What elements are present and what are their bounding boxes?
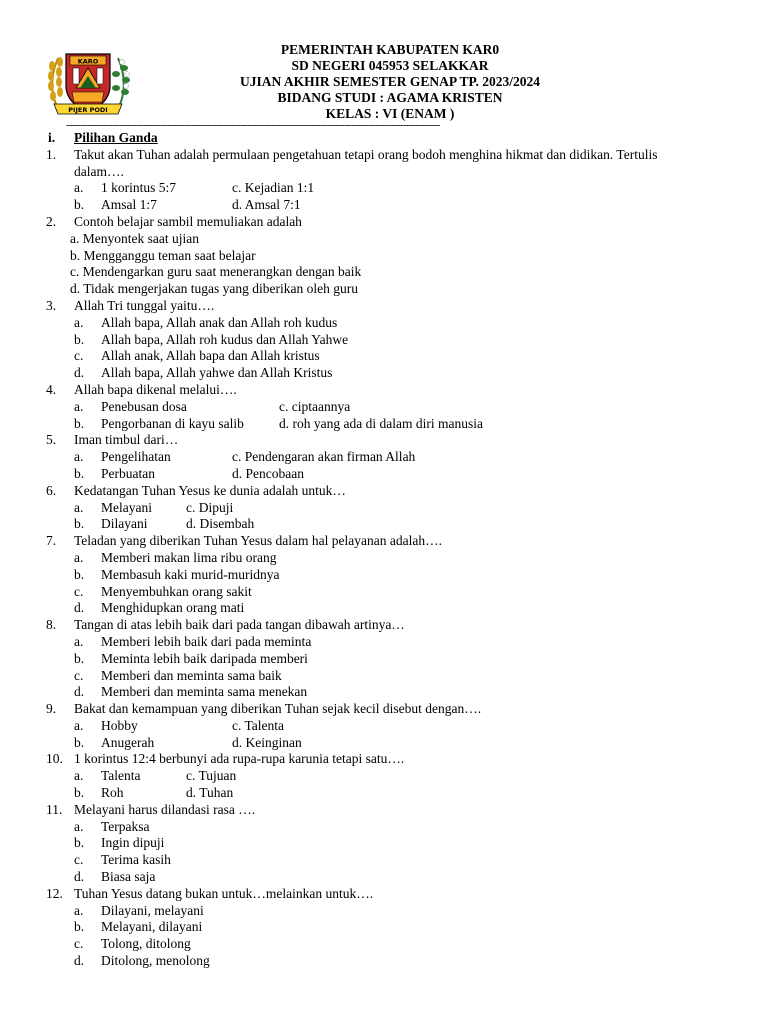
option-a: Melayani xyxy=(101,499,152,515)
option-row xyxy=(0,953,768,970)
option-row xyxy=(0,248,768,265)
school-emblem-logo xyxy=(46,46,130,120)
question-text: Allah Tri tunggal yaitu…. xyxy=(74,297,215,313)
option-a: 1 korintus 5:7 xyxy=(101,180,177,196)
option-letter: d. xyxy=(74,365,85,381)
option-row xyxy=(0,449,768,466)
option-letter: b. xyxy=(74,331,85,347)
document-header xyxy=(130,42,650,122)
option-row xyxy=(0,718,768,735)
option-b: Membasuh kaki murid-muridnya xyxy=(101,566,280,582)
question-number: 1. xyxy=(46,146,57,162)
option-row xyxy=(0,500,768,517)
option-letter: a. xyxy=(74,902,84,918)
option-letter: a. xyxy=(74,398,84,414)
option-letter: a. xyxy=(74,314,84,330)
option-d: Allah bapa, Allah yahwe dan Allah Kristus xyxy=(101,365,333,381)
option-row xyxy=(0,264,768,281)
question-text: Takut akan Tuhan adalah permulaan pengetahuan tetapi orang bodoh menghina hikmat dan didikan. Tertulis dalam…. xyxy=(74,146,658,179)
question-number: 4. xyxy=(46,381,57,397)
option-letter: a. xyxy=(74,633,84,649)
option-letter: d. xyxy=(74,869,85,885)
question-text: Tangan di atas lebih baik dari pada tangan dibawah artinya… xyxy=(74,617,405,633)
option-row xyxy=(0,416,768,433)
option-d: d. Tuhan xyxy=(186,785,234,801)
option-a: Allah bapa, Allah anak dan Allah roh kudus xyxy=(101,314,338,330)
option-a: Hobby xyxy=(101,717,138,733)
option-b: Melayani, dilayani xyxy=(101,919,203,935)
question-number: 9. xyxy=(46,701,57,717)
question-12 xyxy=(0,886,768,903)
question-number: 11. xyxy=(46,801,63,817)
option-row xyxy=(0,835,768,852)
option-d: d. Pencobaan xyxy=(232,465,304,481)
question-text: Bakat dan kemampuan yang diberikan Tuhan sejak kecil disebut dengan…. xyxy=(74,701,482,717)
question-2 xyxy=(0,214,768,231)
option-d: d. Tidak mengerjakan tugas yang diberikan oleh guru xyxy=(70,281,358,297)
option-letter: c. xyxy=(74,852,84,868)
header-school: SD NEGERI 045953 SELAKKAR xyxy=(291,58,489,73)
option-d: d. roh yang ada di dalam diri manusia xyxy=(279,415,483,431)
question-4 xyxy=(0,382,768,399)
option-letter: a. xyxy=(74,180,84,196)
option-row xyxy=(0,903,768,920)
option-row xyxy=(0,567,768,584)
option-d: d. Amsal 7:1 xyxy=(232,197,301,213)
question-number: 7. xyxy=(46,533,57,549)
question-text: Melayani harus dilandasi rasa …. xyxy=(74,801,256,817)
option-row xyxy=(0,869,768,886)
option-row xyxy=(0,684,768,701)
option-c: Allah anak, Allah bapa dan Allah kristus xyxy=(101,348,320,364)
option-row xyxy=(0,466,768,483)
option-c: c. Tujuan xyxy=(186,768,237,784)
option-row xyxy=(0,180,768,197)
section-number: i. xyxy=(48,130,56,145)
option-row xyxy=(0,785,768,802)
option-letter: b. xyxy=(74,835,85,851)
option-d: Memberi dan meminta sama menekan xyxy=(101,684,308,700)
option-d: Ditolong, menolong xyxy=(101,953,210,969)
option-row xyxy=(0,919,768,936)
header-subject: BIDANG STUDI : AGAMA KRISTEN xyxy=(277,90,503,105)
option-row xyxy=(0,936,768,953)
question-number: 6. xyxy=(46,482,57,498)
option-d: Biasa saja xyxy=(101,869,156,885)
option-c: c. Kejadian 1:1 xyxy=(232,180,315,196)
option-letter: d. xyxy=(74,600,85,616)
option-b: Allah bapa, Allah roh kudus dan Allah Yahwe xyxy=(101,331,349,347)
option-letter: a. xyxy=(74,549,84,565)
option-row xyxy=(0,768,768,785)
question-number: 10. xyxy=(46,751,63,767)
option-b: Dilayani xyxy=(101,516,148,532)
question-8 xyxy=(0,617,768,634)
option-row xyxy=(0,550,768,567)
logo-banner-text: PIJER PODI xyxy=(68,106,108,114)
question-text: Iman timbul dari… xyxy=(74,432,179,448)
exam-content xyxy=(0,130,768,970)
question-text: 1 korintus 12:4 berbunyi ada rupa-rupa karunia tetapi satu…. xyxy=(74,751,405,767)
option-row xyxy=(0,315,768,332)
option-row xyxy=(0,735,768,752)
option-row xyxy=(0,365,768,382)
question-text: Tuhan Yesus datang bukan untuk…melainkan untuk…. xyxy=(74,885,374,901)
option-letter: b. xyxy=(74,785,85,801)
option-row xyxy=(0,197,768,214)
option-b: Amsal 1:7 xyxy=(101,197,157,213)
option-c: c. Dipuji xyxy=(186,499,234,515)
option-letter: a. xyxy=(74,449,84,465)
option-row xyxy=(0,516,768,533)
option-letter: b. xyxy=(74,566,85,582)
header-government: PEMERINTAH KABUPATEN KAR0 xyxy=(280,42,500,57)
section-heading xyxy=(0,130,768,147)
option-letter: b. xyxy=(74,734,85,750)
option-c: Terima kasih xyxy=(101,852,171,868)
option-letter: b. xyxy=(74,516,85,532)
header-class: KELAS : VI (ENAM ) xyxy=(325,106,455,121)
option-letter: d. xyxy=(74,684,85,700)
question-10 xyxy=(0,751,768,768)
question-number: 12. xyxy=(46,885,63,901)
option-row xyxy=(0,332,768,349)
question-number: 8. xyxy=(46,617,57,633)
option-letter: b. xyxy=(74,650,85,666)
question-1 xyxy=(0,147,768,181)
question-9 xyxy=(0,701,768,718)
option-a: Dilayani, melayani xyxy=(101,902,204,918)
option-letter: b. xyxy=(74,197,85,213)
option-b: Meminta lebih baik daripada memberi xyxy=(101,650,308,666)
option-letter: c. xyxy=(74,348,84,364)
option-c: c. Talenta xyxy=(232,717,285,733)
option-a: Memberi lebih baik dari pada meminta xyxy=(101,633,312,649)
option-b: Perbuatan xyxy=(101,465,155,481)
option-letter: c. xyxy=(74,583,84,599)
option-letter: c. xyxy=(74,667,84,683)
option-c: c. ciptaannya xyxy=(279,398,351,414)
option-c: c. Mendengarkan guru saat menerangkan dengan baik xyxy=(70,264,362,280)
option-a: Talenta xyxy=(101,768,141,784)
option-c: c. Pendengaran akan firman Allah xyxy=(232,449,416,465)
option-row xyxy=(0,634,768,651)
option-row xyxy=(0,348,768,365)
option-letter: a. xyxy=(74,768,84,784)
option-row xyxy=(0,584,768,601)
option-a: Pengelihatan xyxy=(101,449,171,465)
question-3 xyxy=(0,298,768,315)
option-a: Terpaksa xyxy=(101,818,150,834)
section-title: Pilihan Ganda xyxy=(74,130,158,145)
option-a: a. Menyontek saat ujian xyxy=(70,230,199,246)
option-row xyxy=(0,668,768,685)
question-number: 3. xyxy=(46,297,57,313)
option-b: Anugerah xyxy=(101,734,155,750)
option-row xyxy=(0,651,768,668)
question-5 xyxy=(0,432,768,449)
question-text: Kedatangan Tuhan Yesus ke dunia adalah untuk… xyxy=(74,482,346,498)
question-7 xyxy=(0,533,768,550)
question-text: Contoh belajar sambil memuliakan adalah xyxy=(74,213,302,229)
option-d: d. Disembah xyxy=(186,516,255,532)
logo-top-text: KARO xyxy=(77,57,99,66)
option-d: Menghidupkan orang mati xyxy=(101,600,245,616)
option-row xyxy=(0,852,768,869)
option-d: d. Keinginan xyxy=(232,734,302,750)
option-c: Memberi dan meminta sama baik xyxy=(101,667,282,683)
question-text: Teladan yang diberikan Tuhan Yesus dalam hal pelayanan adalah…. xyxy=(74,533,442,549)
question-text: Allah bapa dikenal melalui…. xyxy=(74,381,237,397)
question-number: 2. xyxy=(46,213,57,229)
option-b: Pengorbanan di kayu salib xyxy=(101,415,244,431)
header-exam: UJIAN AKHIR SEMESTER GENAP TP. 2023/2024 xyxy=(239,74,541,89)
question-number: 5. xyxy=(46,432,57,448)
option-b: b. Mengganggu teman saat belajar xyxy=(70,247,256,263)
option-letter: b. xyxy=(74,415,85,431)
option-letter: d. xyxy=(74,953,85,969)
option-letter: a. xyxy=(74,818,84,834)
option-a: Penebusan dosa xyxy=(101,398,187,414)
option-letter: b. xyxy=(74,465,85,481)
option-c: Tolong, ditolong xyxy=(101,936,191,952)
option-letter: a. xyxy=(74,499,84,515)
header-divider: -------------------------------------------------------------------------------------------------------------------------- xyxy=(66,120,440,130)
option-letter: a. xyxy=(74,717,84,733)
option-b: Ingin dipuji xyxy=(101,835,165,851)
question-6 xyxy=(0,483,768,500)
option-a: Memberi makan lima ribu orang xyxy=(101,549,277,565)
option-row xyxy=(0,399,768,416)
option-row xyxy=(0,231,768,248)
option-row xyxy=(0,600,768,617)
option-c: Menyembuhkan orang sakit xyxy=(101,583,252,599)
option-row xyxy=(0,281,768,298)
option-b: Roh xyxy=(101,785,124,801)
option-letter: c. xyxy=(74,936,84,952)
option-letter: b. xyxy=(74,919,85,935)
option-row xyxy=(0,819,768,836)
question-11 xyxy=(0,802,768,819)
